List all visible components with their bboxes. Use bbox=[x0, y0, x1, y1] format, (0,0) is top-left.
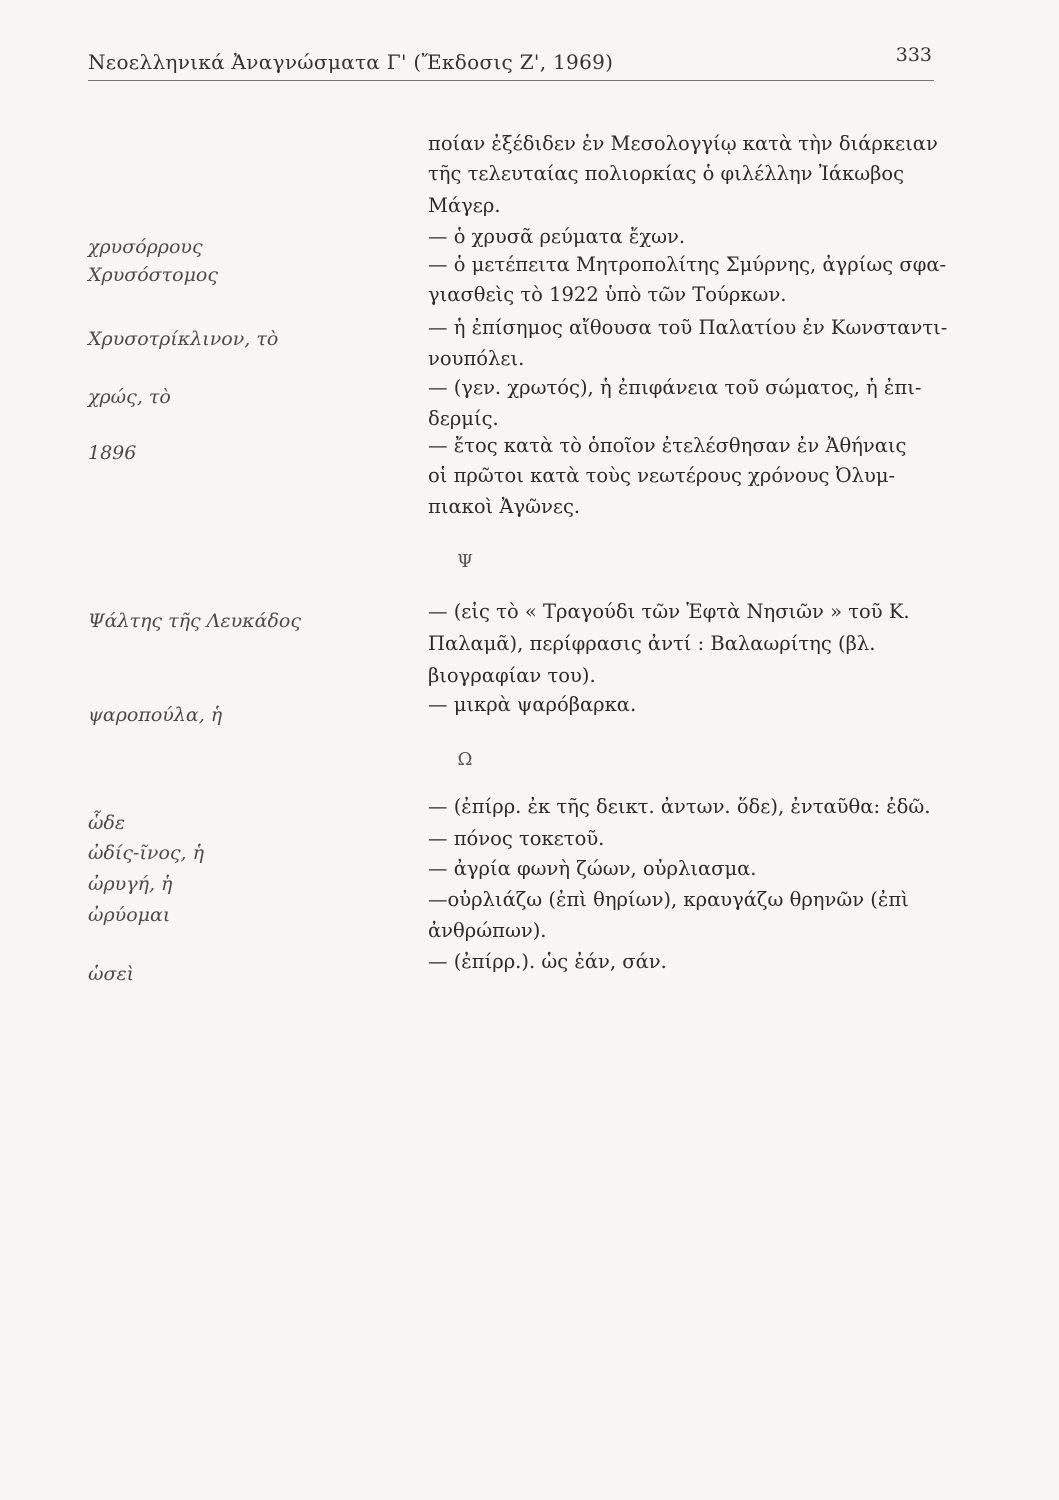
glossary-term: Χρυσοτρίκλινον, τὸ bbox=[88, 328, 279, 350]
glossary-definition: — (γεν. χρωτός), ἡ ἐπιφάνεια τοῦ σώματος, ἡ ἐπι- bbox=[428, 376, 922, 399]
glossary-definition: ἀνθρώπων). bbox=[428, 919, 547, 942]
glossary-definition: — ὁ μετέπειτα Μητροπολίτης Σμύρνης, ἀγρίως σφα- bbox=[428, 253, 947, 276]
glossary-definition: γιασθεὶς τὸ 1922 ὑπὸ τῶν Τούρκων. bbox=[428, 283, 787, 306]
glossary-definition: — ἔτος κατὰ τὸ ὁποῖον ἐτελέσθησαν ἐν Ἀθήναις bbox=[428, 434, 907, 457]
glossary-definition: — μικρὰ ψαρόβαρκα. bbox=[428, 693, 637, 716]
glossary-definition: βιογραφίαν του). bbox=[428, 664, 596, 687]
glossary-term: Ψάλτης τῆς Λευκάδος bbox=[88, 610, 301, 632]
glossary-definition: δερμίς. bbox=[428, 407, 499, 430]
glossary-term: Χρυσόστομος bbox=[88, 264, 219, 286]
glossary-term: ὠρυγή, ἡ bbox=[88, 873, 173, 895]
glossary-term: χρώς, τὸ bbox=[88, 386, 171, 408]
glossary-definition: — (ἐπίρρ. ἐκ τῆς δεικτ. ἀντων. ὅδε), ἐνταῦθα: ἐδῶ. bbox=[428, 795, 931, 818]
section-letter-psi: Ψ bbox=[457, 551, 473, 572]
glossary-term: χρυσόρρους bbox=[88, 236, 203, 258]
glossary-definition: —οὐρλιάζω (ἐπὶ θηρίων), κραυγάζω θρηνῶν (ἐπὶ bbox=[428, 888, 909, 911]
glossary-definition: — (εἰς τὸ « Τραγούδι τῶν Ἑφτὰ Νησιῶν » τοῦ Κ. bbox=[428, 600, 910, 623]
glossary-definition: οἱ πρῶτοι κατὰ τοὺς νεωτέρους χρόνους Ὀλυμ- bbox=[428, 464, 896, 487]
header-title: Νεοελληνικά Ἀναγνώσματα Γ' (Ἔκδοσις Ζ', 1969) bbox=[88, 50, 614, 74]
page-number: 333 bbox=[895, 44, 932, 66]
glossary-definition: — ἡ ἐπίσημος αἴθουσα τοῦ Παλατίου ἐν Κωνσταντι- bbox=[428, 316, 948, 339]
glossary-definition: — ἀγρία φωνὴ ζώων, οὐρλιασμα. bbox=[428, 857, 757, 880]
glossary-term: ψαροπούλα, ἡ bbox=[88, 704, 223, 726]
glossary-definition: — (ἐπίρρ.). ὡς ἐάν, σάν. bbox=[428, 950, 667, 973]
continuation-line: ποίαν ἐξέδιδεν ἐν Μεσολογγίῳ κατὰ τὴν διάρκειαν bbox=[428, 132, 938, 155]
glossary-term: ὡσεὶ bbox=[88, 963, 135, 985]
glossary-definition: νουπόλει. bbox=[428, 347, 525, 370]
glossary-definition: — πόνος τοκετοῦ. bbox=[428, 827, 605, 850]
glossary-term: ὠρύομαι bbox=[88, 904, 171, 926]
continuation-line: τῆς τελευταίας πολιορκίας ὁ φιλέλλην Ἰάκωβος bbox=[428, 162, 905, 185]
glossary-definition: — ὁ χρυσᾶ ρεύματα ἔχων. bbox=[428, 225, 686, 248]
glossary-term: 1896 bbox=[88, 442, 137, 464]
continuation-line: Μάγερ. bbox=[428, 194, 501, 217]
glossary-term: ὧδε bbox=[88, 812, 126, 834]
section-letter-omega: Ω bbox=[457, 749, 473, 770]
glossary-term: ὠδίς-ῖνος, ἡ bbox=[88, 842, 204, 864]
glossary-definition: πιακοὶ Ἀγῶνες. bbox=[428, 495, 581, 518]
glossary-definition: Παλαμᾶ), περίφρασις ἀντί : Βαλαωρίτης (βλ. bbox=[428, 632, 876, 655]
